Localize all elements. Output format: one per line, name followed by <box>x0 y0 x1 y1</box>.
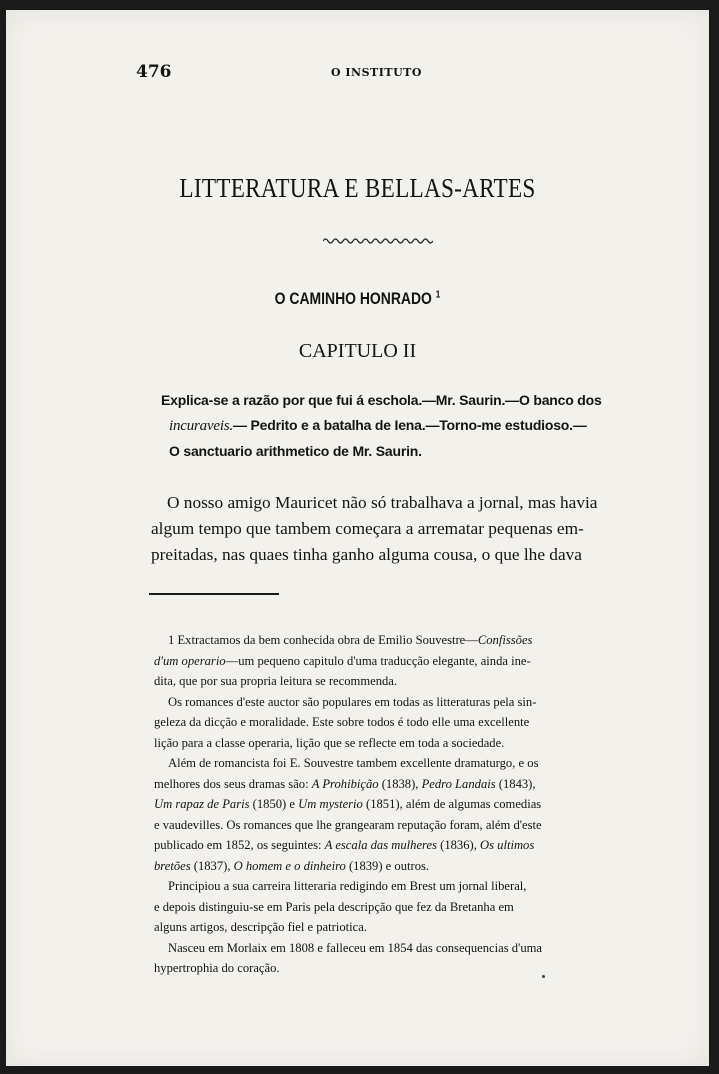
summary-line: Explica-se a razão por que fui á eschola.—Mr. Saurin.—O banco dos <box>161 392 602 408</box>
section-title: LITTERATURA E BELLAS-ARTES <box>179 173 536 203</box>
footnotes <box>154 630 626 979</box>
footnote-line: publicado em 1852, os seguintes: A escala das mulheres (1836), Os ultimos <box>154 838 535 852</box>
book-page <box>6 10 709 1066</box>
footnote-line: Além de romancista foi E. Souvestre tambem excellente dramaturgo, e os <box>168 756 539 770</box>
body-line: preitadas, nas quaes tinha ganho alguma cousa, o que lhe dava <box>151 545 582 564</box>
body-paragraph <box>151 490 623 568</box>
chapter-title <box>69 289 645 309</box>
footnote-line: Os romances d'este auctor são populares em todas as litteraturas pela sin- <box>168 694 537 709</box>
footnote-line: melhores dos seus dramas são: A Prohibição (1838), Pedro Landais (1843), <box>154 776 536 791</box>
footnote-line: d'um operario—um pequeno capitulo d'uma traducção elegante, ainda ine- <box>154 653 531 668</box>
footnote-line: alguns artigos, descripção fiel e patriotica. <box>154 920 367 934</box>
footnote-line: e vaudevilles. Os romances que lhe grangearam reputação foram, além d'este <box>154 817 542 832</box>
footnote-line: Um rapaz de Paris (1850) e Um mysterio (1851), além de algumas comedias <box>154 797 542 811</box>
running-head: O INSTITUTO <box>331 66 422 79</box>
footnote-line: geleza da dicção e moralidade. Este sobre todos é todo elle uma excellente <box>154 715 530 729</box>
summary-line: incuraveis.— Pedrito e a batalha de Iena.—Torno-me estudioso.— <box>169 417 587 434</box>
footnote-rule <box>149 593 279 595</box>
body-line: O nosso amigo Mauricet não só trabalhava a jornal, mas havia <box>167 493 598 512</box>
footnote-line: hypertrophia do coração. <box>154 961 280 975</box>
footnote-line: dita, que por sua propria leitura se recommenda. <box>154 674 398 688</box>
page-header <box>136 62 436 86</box>
body-line: algum tempo que tambem começara a arrematar pequenas em- <box>151 519 584 538</box>
chapter-title-text: O CAMINHO HONRADO <box>274 289 432 308</box>
footnote-line: lição para a classe operaria, lição que se reflecte em toda a sociedade. <box>154 735 505 750</box>
wavy-ornament <box>323 236 433 246</box>
footnote-line: bretões (1837), O homem e o dinheiro (1839) e outros. <box>154 858 430 873</box>
ink-speck <box>542 975 545 978</box>
chapter-summary <box>161 388 623 464</box>
footnote-line: Principiou a sua carreira litteraria redigindo em Brest um jornal liberal, <box>168 879 527 893</box>
page-number: 476 <box>136 62 172 82</box>
footnote-line: 1 Extractamos da bem conhecida obra de Emilio Souvestre—Confissões <box>168 633 533 647</box>
chapter-number: CAPITULO II <box>298 340 417 362</box>
footnote-line: e depois distinguiu-se em Paris pela descripção que fez da Bretanha em <box>154 899 514 914</box>
footnote-marker: 1 <box>435 289 441 301</box>
summary-line: O sanctuario arithmetico de Mr. Saurin. <box>169 443 422 459</box>
footnote-line: Nasceu em Morlaix em 1808 e falleceu em 1854 das consequencias d'uma <box>168 940 543 955</box>
